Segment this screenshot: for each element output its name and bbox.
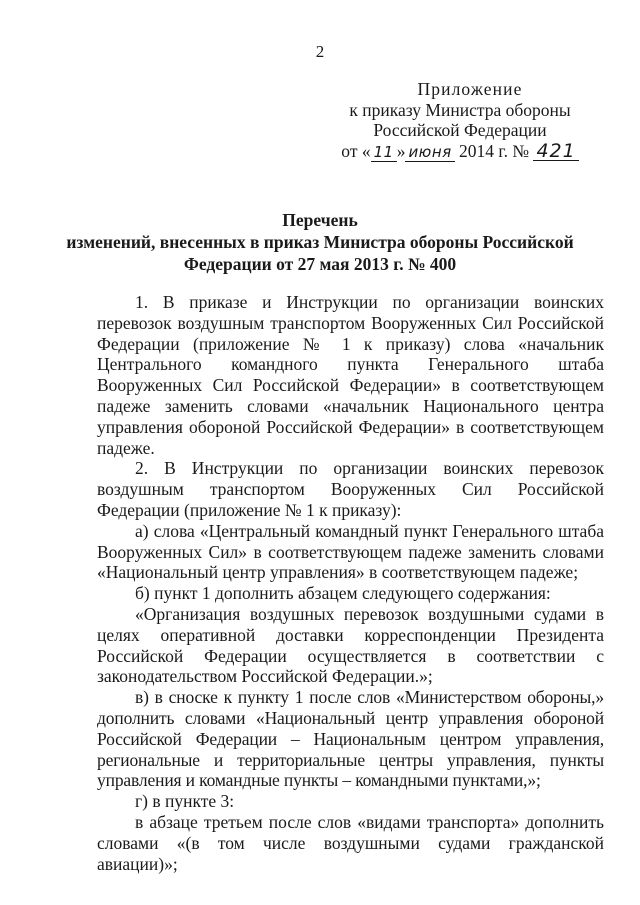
appendix-heading: Приложение xyxy=(417,79,523,99)
appendix-order-line: к приказу Министра обороны xyxy=(349,99,571,120)
paragraph-2: 2. В Инструкции по организации воинских перевозок воздушным транспортом Вооруженных Сил Российской Федерации (приложение № 1 к приказу): xyxy=(97,458,604,520)
appendix-date-line xyxy=(340,141,580,162)
appendix-header xyxy=(340,79,580,162)
date-day-handwritten: 11 xyxy=(371,144,397,162)
paragraph-2a: а) слова «Центральный командный пункт Генерального штаба Вооруженных Сил» в соответствующем падеже заменить словами «Национальный центр управления» в соответствующем падеже; xyxy=(97,520,604,583)
order-number-handwritten: 421 xyxy=(533,143,578,161)
appendix-federation-line: Российской Федерации xyxy=(373,120,547,140)
title-line-3: Федерации от 27 мая 2013 г. № 400 xyxy=(183,254,457,274)
document-title xyxy=(0,209,640,275)
paragraph-2b-quote: «Организация воздушных перевозок воздушными судами в целях оперативной доставки корреспонденции Президента Российской Федерации осуществляется в соответствии с законодательством Российской Федерации.»; xyxy=(97,603,604,687)
date-year: 2014 г. № xyxy=(459,140,530,161)
page-number: 2 xyxy=(315,42,325,61)
title-line-1: Перечень xyxy=(282,210,358,230)
date-prefix: от « xyxy=(341,140,371,161)
paragraph-1: 1. В приказе и Инструкции по организации воинских перевозок воздушным транспортом Вооруженных Сил Российской Федерации (приложение № 1 к приказу) слова «начальник Центрального командного пункта Генерального штаба Вооруженных Сил Российской Федерации» в соответствующем падеже заменить словами «начальник Национального центра управления обороной Российской Федерации» в соответствующем падеже. xyxy=(97,292,604,458)
paragraph-2b: б) пункт 1 дополнить абзацем следующего содержания: xyxy=(135,583,551,604)
paragraph-2g-1: в абзаце третьем после слов «видами транспорта» дополнить словами «(в том числе воздушными судами гражданской авиации)»; xyxy=(97,811,604,874)
paragraph-2g: г) в пункте 3: xyxy=(135,791,235,812)
date-month-handwritten: июня xyxy=(405,144,454,162)
paragraph-2v: в) в сноске к пункту 1 после слов «Министерством обороны,» дополнить словами «Национальный центр управления обороной Российской Федерации – Национальным центром управления, региональные и территориальные центры управления, пункты управления и командные пункты – командными пунктами,»; xyxy=(97,687,604,791)
document-body xyxy=(97,292,604,874)
title-line-2: изменений, внесенных в приказ Министра обороны Российской xyxy=(66,232,574,252)
date-mid: » xyxy=(396,140,406,161)
